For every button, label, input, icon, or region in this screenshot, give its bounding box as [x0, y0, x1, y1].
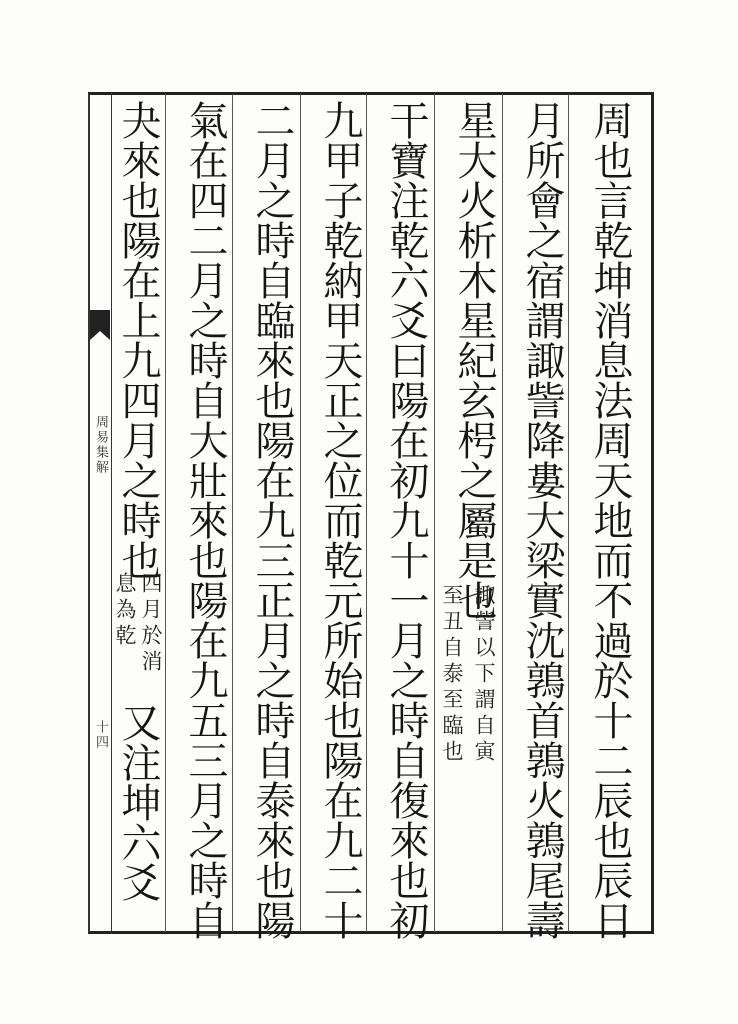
text-column-1: 周也言乾坤消息法周天地而不過於十二辰也辰日 [587, 100, 633, 940]
column-rule [232, 94, 233, 932]
column-rule [502, 94, 503, 932]
column-rule [434, 94, 435, 932]
page-number: 十四 [93, 720, 108, 750]
page-frame [88, 92, 654, 934]
text-column-2: 月所會之宿謂諏訾降婁大梁實沈鶉首鶉火鶉尾壽 [519, 100, 565, 940]
book-title: 周易集解 [93, 415, 108, 475]
column-rule [300, 94, 301, 932]
column-8-main-text: 夬來也陽在上九四月之時也 [115, 100, 161, 580]
column-3-main-text: 星大火析木星紀玄枵之屬是也 [451, 100, 497, 620]
column-8-tail-text: 又注坤六爻 [115, 702, 161, 902]
text-column-6: 二月之時自臨來也陽在九三正月之時自泰來也陽 [249, 100, 295, 940]
note-left-line: 息為乾 [113, 572, 137, 650]
center-fold-strip [88, 92, 112, 934]
text-column-5: 九甲子乾納甲天正之位而乾元所始也陽在九二十 [317, 100, 363, 940]
column-rule [568, 94, 569, 932]
text-column-7: 氣在四二月之時自大壯來也陽在九五三月之時自 [182, 100, 228, 940]
text-column-8 [116, 100, 160, 580]
column-rule [165, 94, 166, 932]
text-column-3 [452, 100, 496, 620]
column-rule [366, 94, 367, 932]
note-right-line: 四月於消 [139, 572, 163, 676]
note-left-line: 至丑自泰至臨也 [440, 584, 464, 766]
note-right-line: 諏訾以下謂自寅 [472, 584, 496, 766]
text-column-4: 干寶注乾六爻曰陽在初九十一月之時自復來也初 [383, 100, 429, 940]
